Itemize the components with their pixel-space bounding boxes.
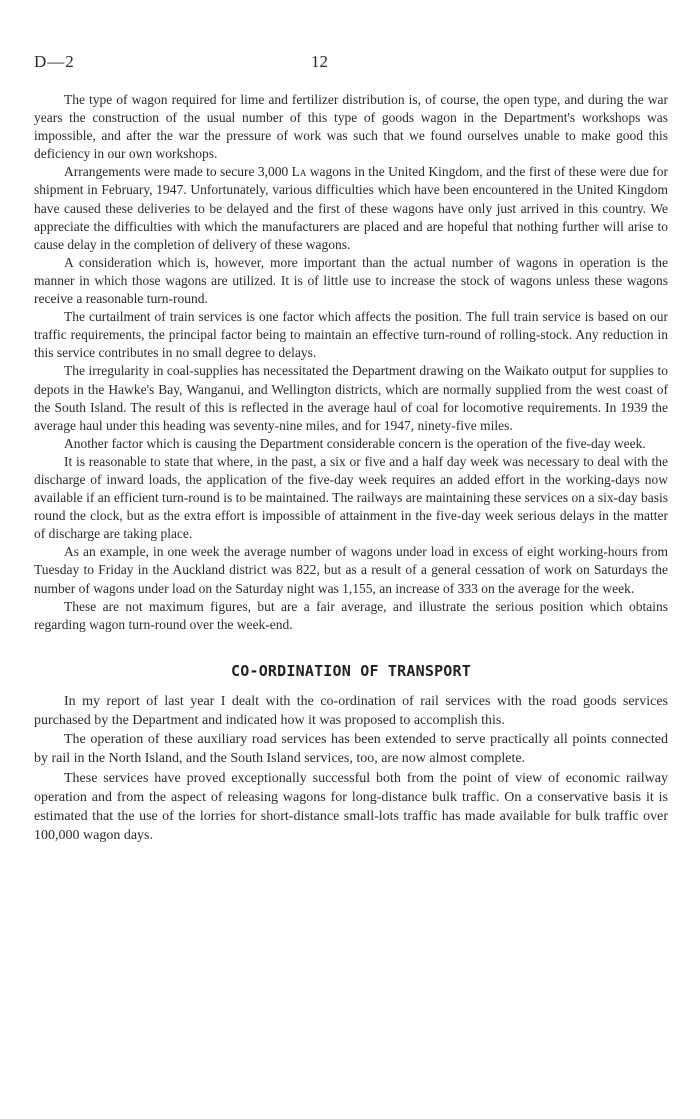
paragraph: As an example, in one week the average number of wagons under load in excess of eight working-hours from Tuesday to Friday in the Auckland district was 822, but as a result of a general cessation of work on Saturdays the number of wagons under load on the Saturday night was 1,155, an increase of 333 on the average for the week. (34, 544, 668, 596)
paragraph: The irregularity in coal-supplies has necessitated the Department drawing on the Waikato output for supplies to depots in the Hawke's Bay, Wanganui, and Wellington districts, which are normally supplied from the west coast of the South Island. The result of this is reflected in the average haul of coal for locomotive requirements. In 1939 the average haul under this heading was seventy-nine miles, and for 1947, ninety-five miles. (34, 363, 668, 433)
paragraph (34, 163, 668, 253)
paragraph: These are not maximum figures, but are a fair average, and illustrate the serious position which obtains regarding wagon turn-round over the week-end. (34, 598, 668, 632)
section-heading: CO-ORDINATION OF TRANSPORT (231, 661, 471, 680)
paragraph: A consideration which is, however, more important than the actual number of wagons in operation is the manner in which those wagons are utilized. It is of little use to increase the stock of wagons unless these wagons receive a reasonable turn-round. (34, 254, 668, 307)
document-page (34, 52, 668, 845)
page-reference: D—2 (34, 52, 75, 71)
page-header (34, 52, 668, 80)
paragraph-text: wagons in the United Kingdom, and the first of these were due for shipment in February, 1947. Unfortunately, various difficulties which have been encountered in the United Kingdom have caused these deliveries to be delayed and the first of these wagons have only just arrived in this country. We appreciate the difficulties with which the manufacturers are placed and are hopeful that nothing further will arise to cause delay in the completion of delivery of these wagons. (34, 164, 668, 252)
page-number: 12 (311, 52, 328, 71)
wagon-class: La (291, 164, 307, 180)
coordination-section (34, 692, 668, 846)
paragraph: It is reasonable to state that where, in the past, a six or five and a half day week was necessary to deal with the discharge of inward loads, the application of the five-day week requires an added effort in the working-days now available if an efficient turn-round is to be maintained. The railways are maintaining these services on a six-day basis round the clock, but as the extra effort is impossible of attainment in the five-day week serious delays in the matter of discharge are taking place. (34, 453, 668, 542)
paragraph: In my report of last year I dealt with the co-ordination of rail services with the road goods services purchased by the Department and indicated how it was proposed to accomplish this. (34, 693, 668, 729)
paragraph: Another factor which is causing the Department considerable concern is the operation of the five-day week. (64, 435, 646, 451)
paragraph: The curtailment of train services is one factor which affects the position. The full train service is based on our traffic requirements, the principal factor being to maintain an effective turn-round of rolling-stock. Any reduction in this service contributes in no small degree to delays. (34, 309, 668, 361)
paragraph-text: were made to secure 3,000 (143, 164, 289, 180)
paragraph: The operation of these auxiliary road services has been extended to serve practically all points connected by rail in the North Island, and the South Island services, too, are now almost complete. (34, 732, 668, 767)
wagons-section (34, 91, 668, 634)
paragraph: The type of wagon required for lime and fertilizer distribution is, of course, the open type, and during the war years the construction of the usual number of this type of goods wagon in the Department's workshops was impossible, and after the war the pressure of work was such that we found ourselves unable to make good this deficiency in our own workshops. (34, 92, 668, 162)
paragraph-lead: Arrangements (64, 164, 141, 180)
paragraph: These services have proved exceptionally successful both from the point of view of economic railway operation and from the aspect of releasing wagons for long-distance bulk traffic. On a conservative basis it is estimated that the use of the lorries for short-distance small-lots traffic has made available for bulk traffic over 100,000 wagon days. (34, 770, 668, 844)
